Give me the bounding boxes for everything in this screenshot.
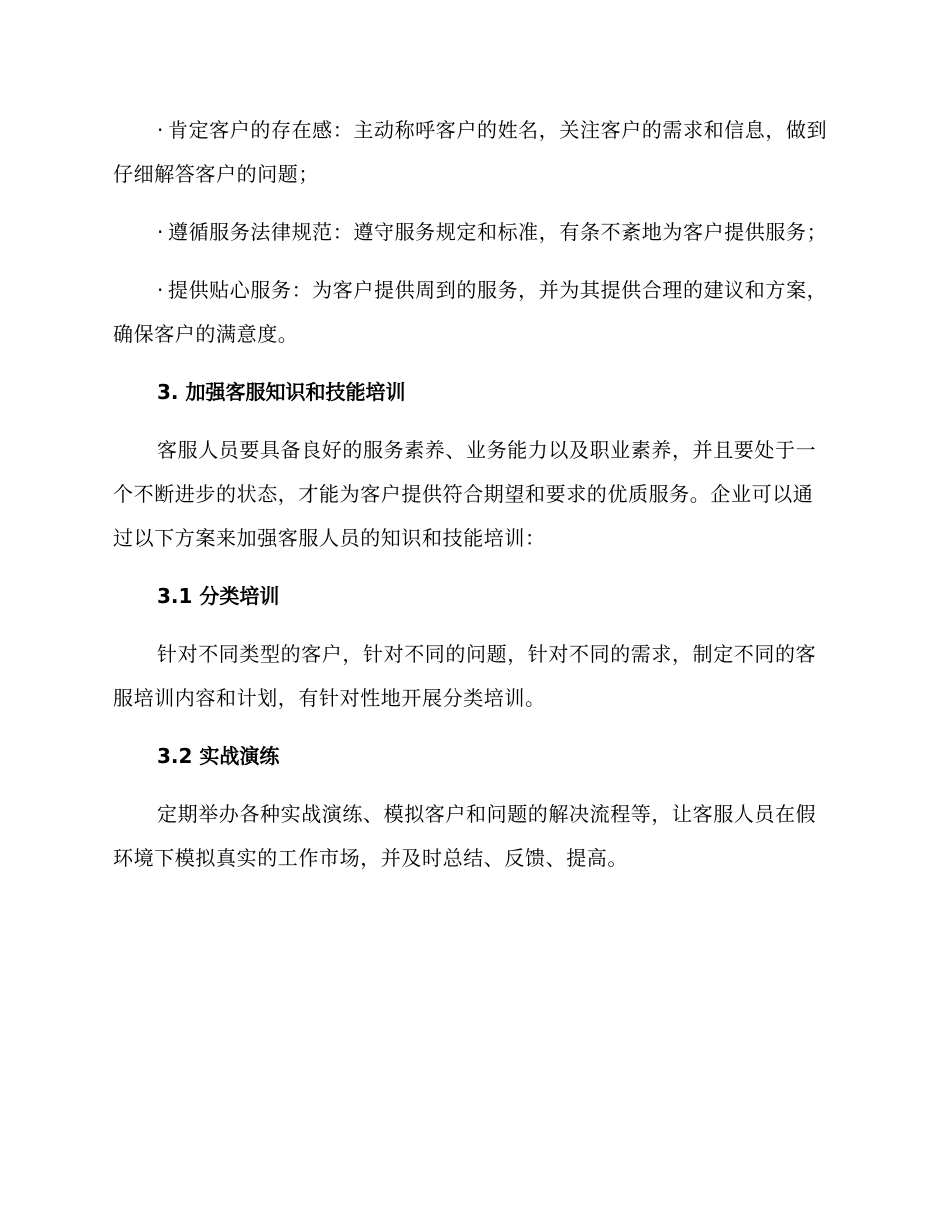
bullet-text: ：主动称呼客户的姓名，关注客户的需求和信息，做到仔细解答客户的问题； xyxy=(113,118,828,186)
section-heading: 3. 加强客服知识和技能培训 xyxy=(157,380,406,404)
bullet-item xyxy=(113,268,833,356)
subsection-body: 针对不同类型的客户，针对不同的问题，针对不同的需求，制定不同的客服培训内容和计划，有针对性地开展分类培训。 xyxy=(113,642,817,710)
bullet-label: 提供贴心服务 xyxy=(167,278,292,302)
subsection-heading: 3.1 分类培训 xyxy=(157,584,280,608)
bullet-text: ：遵守服务规定和标准，有条不紊地为客户提供服务； xyxy=(332,220,828,244)
bullet-label: 遵循服务法律规范 xyxy=(167,220,333,244)
bullet-item xyxy=(113,210,833,254)
bullet-label: 肯定客户的存在感 xyxy=(167,118,333,142)
bullet-marker: · xyxy=(157,118,164,142)
document-content xyxy=(113,108,833,880)
bullet-marker: · xyxy=(157,220,164,244)
subsection-heading: 3.2 实战演练 xyxy=(157,744,280,768)
bullet-text: ：为客户提供周到的服务，并为其提供合理的建议和方案，确保客户的满意度。 xyxy=(113,278,828,346)
bullet-marker: · xyxy=(157,278,164,302)
subsection-body: 定期举办各种实战演练、模拟客户和问题的解决流程等，让客服人员在假环境下模拟真实的工作市场，并及时总结、反馈、提高。 xyxy=(113,802,817,870)
section-body: 客服人员要具备良好的服务素养、业务能力以及职业素养，并且要处于一个不断进步的状态，才能为客户提供符合期望和要求的优质服务。企业可以通过以下方案来加强客服人员的知识和技能培训： xyxy=(113,438,817,550)
bullet-item xyxy=(113,108,833,196)
